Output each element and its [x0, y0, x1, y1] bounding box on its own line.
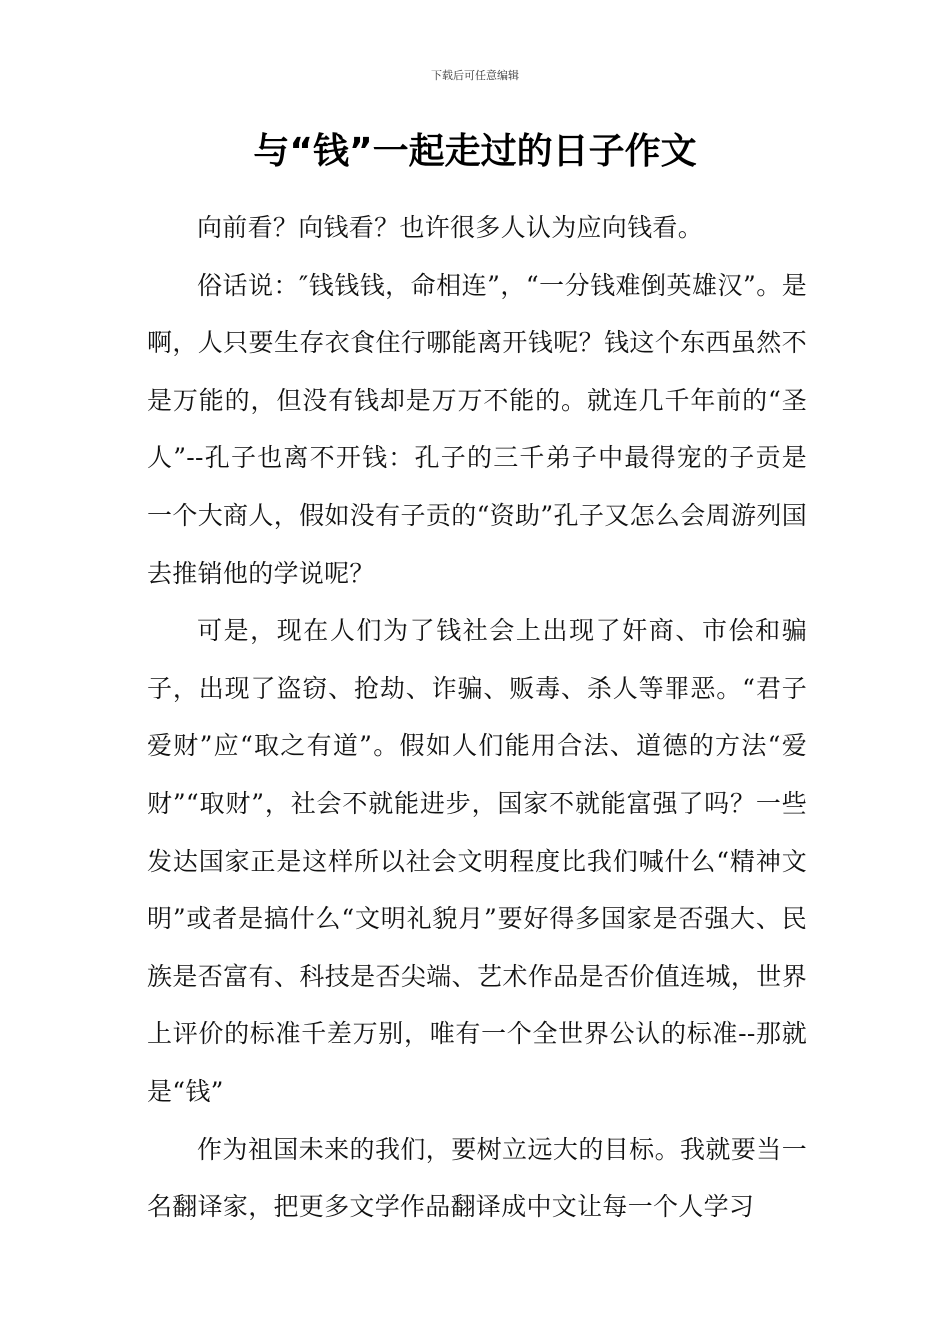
paragraph: 可是，现在人们为了钱社会上出现了奸商、市侩和骗子，出现了盗窃、抢劫、诈骗、贩毒、杀人等罪恶。“君子爱财”应“取之有道”。假如人们能用合法、道德的方法“爱财”“取财”，社会不就能进步，国家不就能富强了吗？一些发达国家正是这样所以社会文明程度比我们喊什么“精神文明”或者是搞什么“文明礼貌月”要好得多国家是否强大、民族是否富有、科技是否尖端、艺术作品是否价值连城，世界上评价的标准千差万别，唯有一个全世界公认的标准--那就是“钱” — [147, 616, 807, 1106]
paragraph: 向前看？向钱看？也许很多人认为应向钱看。 — [197, 213, 704, 242]
header-note: 下载后可任意编辑 — [431, 69, 519, 82]
document-body — [147, 199, 807, 1236]
paragraph: 作为祖国未来的我们，要树立远大的目标。我就要当一名翻译家，把更多文学作品翻译成中文让每一个人学习 — [147, 1134, 807, 1222]
paragraph: 俗话说：″钱钱钱，命相连”，“一分钱难倒英雄汉”。是啊，人只要生存衣食住行哪能离开钱呢？钱这个东西虽然不是万能的，但没有钱却是万万不能的。就连几千年前的“圣人”--孔子也离不开钱：孔子的三千弟子中最得宠的子贡是一个大商人，假如没有子贡的“资助”孔子又怎么会周游列国去推销他的学说呢？ — [147, 270, 807, 588]
document-title: 与“钱”一起走过的日子作文 — [253, 131, 697, 172]
